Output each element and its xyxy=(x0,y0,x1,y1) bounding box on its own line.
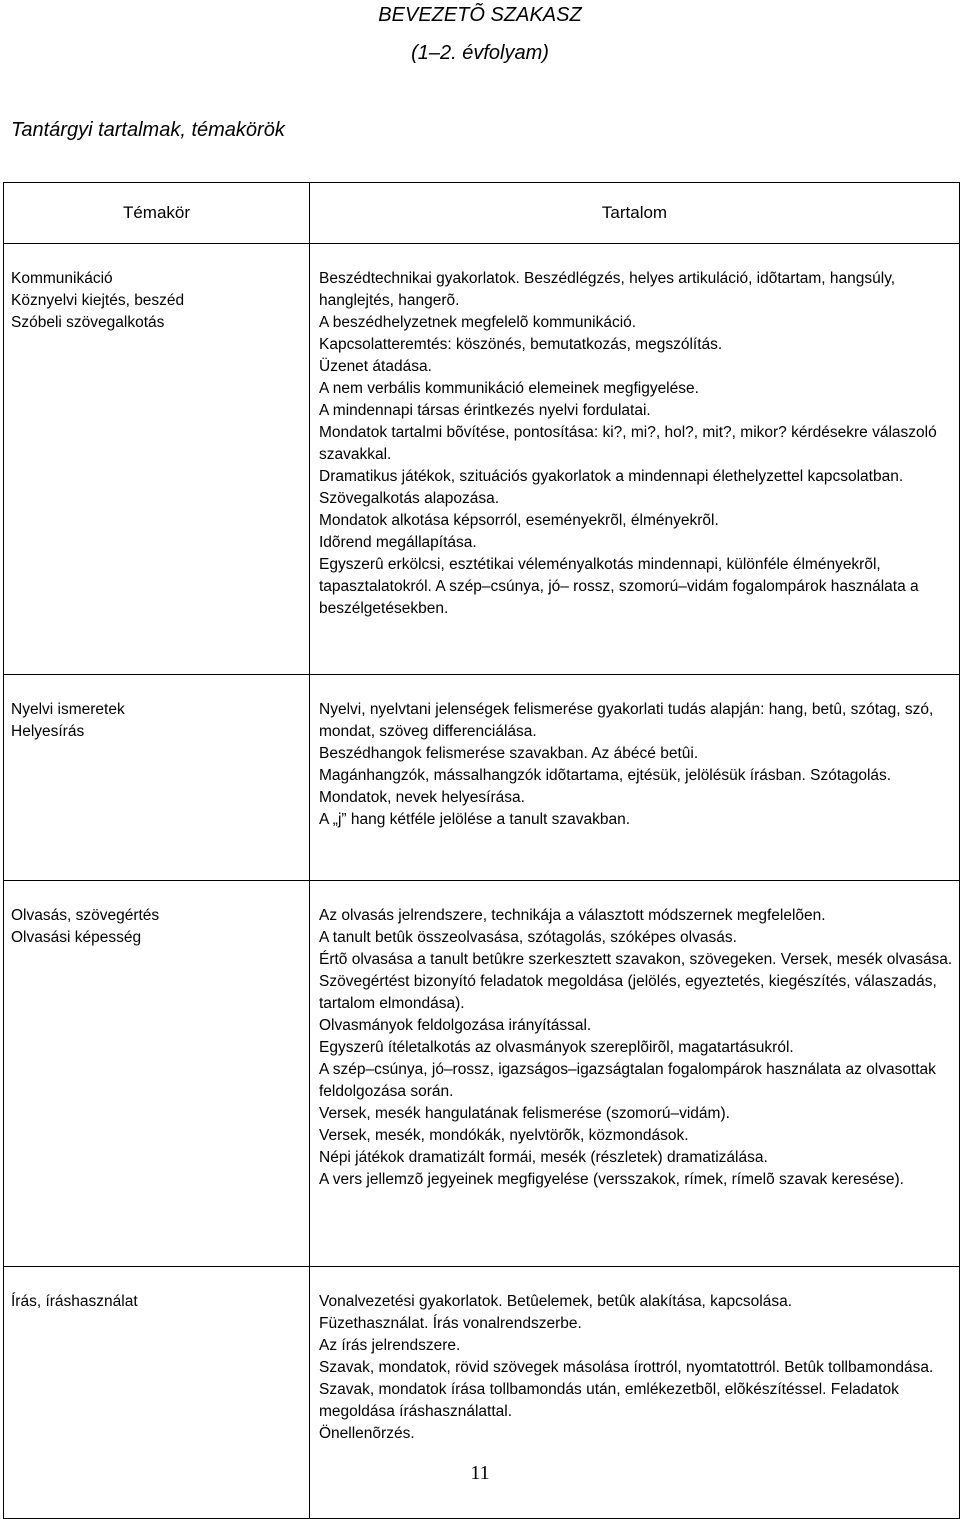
content-line: Versek, mesék hangulatának felismerése (szomorú–vidám). xyxy=(319,1105,730,1122)
content-line: Magánhangzók, mássalhangzók idõtartama, ejtésük, jelölésük írásban. Szótagolás. xyxy=(319,767,892,784)
content-cell xyxy=(310,881,960,1267)
content-line: Idõrend megállapítása. xyxy=(319,534,477,551)
content-line: Értõ olvasása a tanult betûkre szerkesztett szavakon, szövegeken. Versek, mesék olvasása. xyxy=(319,951,953,968)
page-number: 11 xyxy=(470,1462,490,1484)
topic-line: Írás, íráshasználat xyxy=(11,1293,138,1310)
table-header-row xyxy=(4,183,960,244)
content-line: Szövegalkotás alapozása. xyxy=(319,490,500,507)
content-line: Az írás jelrendszere. xyxy=(319,1337,461,1354)
content-line: Szavak, mondatok írása tollbamondás után, emlékezetbõl, elõkészítéssel. Feladatok megoldása íráshasználattal. xyxy=(319,1381,899,1420)
column-header-topic: Témakör xyxy=(4,183,310,244)
content-line: Füzethasználat. Írás vonalrendszerbe. xyxy=(319,1315,582,1332)
content-line: A vers jellemzõ jegyeinek megfigyelése (versszakok, rímek, rímelõ szavak keresése). xyxy=(319,1171,904,1188)
curriculum-table xyxy=(3,182,960,1519)
content-line: Dramatikus játékok, szituációs gyakorlatok a mindennapi élethelyzettel kapcsolatban. xyxy=(319,468,904,485)
content-line: A szép–csúnya, jó–rossz, igazságos–igazságtalan fogalompárok használata az olvasottak feldolgozása során. xyxy=(319,1061,936,1100)
section-title: BEVEZETÕ SZAKASZ xyxy=(378,4,582,26)
content-line: Szövegértést bizonyító feladatok megoldása (jelölés, egyeztetés, kiegészítés, válaszadás, tartalom elmondása). xyxy=(319,973,937,1012)
table-row xyxy=(4,881,960,1267)
content-line: Versek, mesék, mondókák, nyelvtörõk, közmondások. xyxy=(319,1127,689,1144)
content-line: A nem verbális kommunikáció elemeinek megfigyelése. xyxy=(319,380,699,397)
content-line: Mondatok tartalmi bõvítése, pontosítása: ki?, mi?, hol?, mit?, mikor? kérdésekre válaszoló szavakkal. xyxy=(319,424,937,463)
content-line: Önellenõrzés. xyxy=(319,1425,415,1442)
content-line: Egyszerû ítéletalkotás az olvasmányok szereplõirõl, magatartásukról. xyxy=(319,1039,794,1056)
content-line: Mondatok alkotása képsorról, eseményekrõl, élményekrõl. xyxy=(319,512,719,529)
topic-cell xyxy=(4,244,310,675)
table-row xyxy=(4,675,960,881)
page-subtitle: Tantárgyi tartalmak, témakörök xyxy=(11,119,285,141)
content-line: Vonalvezetési gyakorlatok. Betûelemek, betûk alakítása, kapcsolása. xyxy=(319,1293,793,1310)
topic-cell xyxy=(4,675,310,881)
content-line: Beszédtechnikai gyakorlatok. Beszédlégzés, helyes artikuláció, idõtartam, hangsúly, hanglejtés, hangerõ. xyxy=(319,270,896,309)
topic-line: Köznyelvi kiejtés, beszéd xyxy=(11,292,185,309)
column-header-content: Tartalom xyxy=(310,183,960,244)
topic-line: Szóbeli szövegalkotás xyxy=(11,314,165,331)
topic-line: Nyelvi ismeretek xyxy=(11,701,125,718)
content-line: A tanult betûk összeolvasása, szótagolás, szóképes olvasás. xyxy=(319,929,737,946)
content-line: A beszédhelyzetnek megfelelõ kommunikáció. xyxy=(319,314,637,331)
table-row xyxy=(4,244,960,675)
topic-line: Olvasási képesség xyxy=(11,929,142,946)
content-line: Egyszerû erkölcsi, esztétikai véleményalkotás mindennapi, különféle élményekrõl, tapasztalatokról. A szép–csúnya, jó– rossz, szomorú–vidám fogalompárok használata a beszélgetésekben. xyxy=(319,556,919,617)
content-line: A mindennapi társas érintkezés nyelvi fordulatai. xyxy=(319,402,651,419)
content-cell xyxy=(310,675,960,881)
content-line: Nyelvi, nyelvtani jelenségek felismerése gyakorlati tudás alapján: hang, betû, szótag, szó, mondat, szöveg differenciálása. xyxy=(319,701,934,740)
topic-line: Kommunikáció xyxy=(11,270,113,287)
content-line: Beszédhangok felismerése szavakban. Az ábécé betûi. xyxy=(319,745,699,762)
content-line: Az olvasás jelrendszere, technikája a választott módszernek megfelelõen. xyxy=(319,907,826,924)
section-grade-range: (1–2. évfolyam) xyxy=(411,42,549,64)
content-line: Kapcsolatteremtés: köszönés, bemutatkozás, megszólítás. xyxy=(319,336,723,353)
topic-line: Helyesírás xyxy=(11,723,85,740)
topic-cell xyxy=(4,881,310,1267)
content-line: Szavak, mondatok, rövid szövegek másolása írottról, nyomtatottról. Betûk tollbamondása. xyxy=(319,1359,934,1376)
content-line: A „j” hang kétféle jelölése a tanult szavakban. xyxy=(319,811,631,828)
content-line: Mondatok, nevek helyesírása. xyxy=(319,789,525,806)
topic-line: Olvasás, szövegértés xyxy=(11,907,160,924)
content-cell xyxy=(310,244,960,675)
content-line: Üzenet átadása. xyxy=(319,358,432,375)
content-line: Olvasmányok feldolgozása irányítással. xyxy=(319,1017,592,1034)
content-line: Népi játékok dramatizált formái, mesék (részletek) dramatizálása. xyxy=(319,1149,768,1166)
